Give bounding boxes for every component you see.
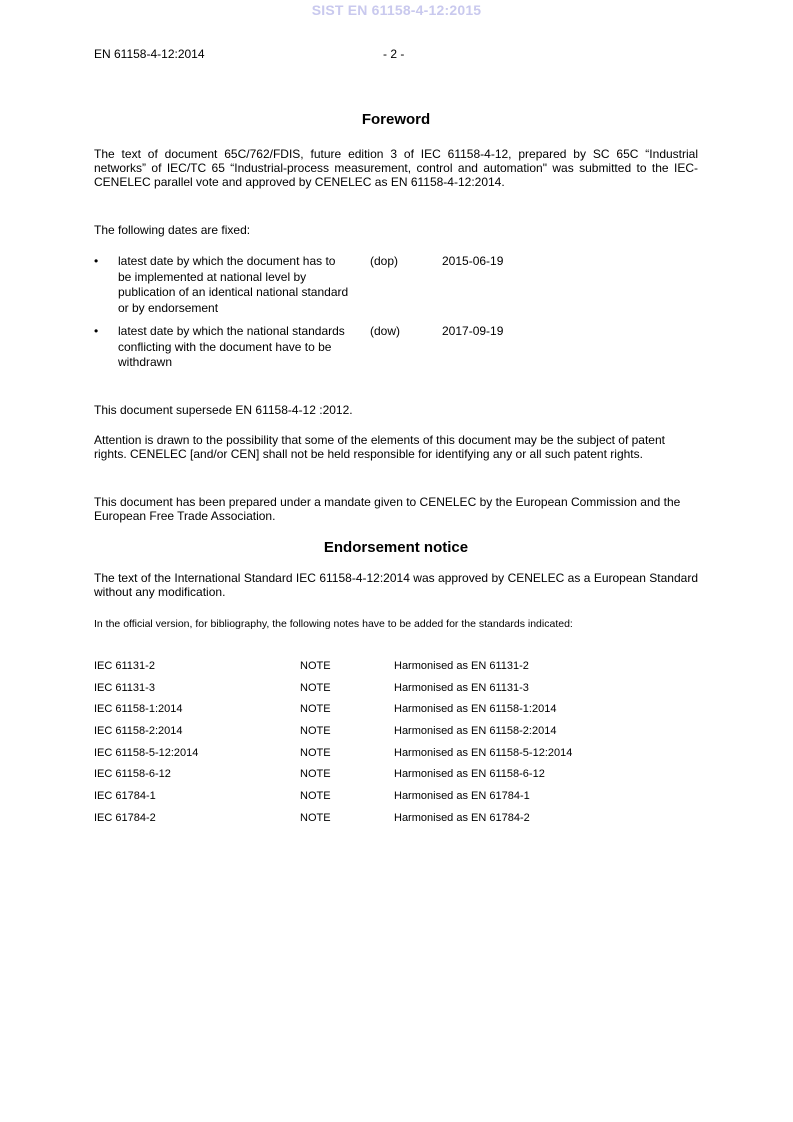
note-label: NOTE [300, 681, 331, 694]
note-text: Harmonised as EN 61131-3 [394, 681, 529, 694]
note-row [94, 703, 698, 725]
note-text: Harmonised as EN 61131-2 [394, 660, 529, 672]
date-entry-code: (dow) [370, 324, 401, 338]
note-row [94, 768, 698, 790]
endorsement-paragraph: The text of the International Standard IEC 61158-4-12:2014 was approved by CENELEC as a European Standard without any modification. [94, 571, 698, 599]
supersede-paragraph: This document supersede EN 61158-4-12 :2012. [94, 403, 353, 417]
note-label: NOTE [300, 725, 331, 738]
note-row [94, 790, 698, 812]
note-text: Harmonised as EN 61158-5-12:2014 [394, 746, 573, 759]
note-row [94, 660, 698, 682]
note-standard: IEC 61131-2 [94, 660, 155, 672]
header-doc-id: EN 61158-4-12:2014 [94, 47, 205, 61]
mandate-paragraph: This document has been prepared under a mandate given to CENELEC by the European Commission and the European Free Trade Association. [94, 495, 681, 523]
date-entry-description: latest date by which the document has to be implemented at national level by publication of an identical national standard or by endorsement [118, 254, 349, 315]
date-entry-date: 2015-06-19 [442, 254, 504, 268]
note-standard: IEC 61784-1 [94, 790, 156, 803]
date-entry-date: 2017-09-19 [442, 324, 504, 338]
watermark-text: SIST EN 61158-4-12:2015 [311, 2, 482, 18]
endorsement-heading: Endorsement notice [323, 539, 469, 556]
note-standard: IEC 61158-5-12:2014 [94, 746, 199, 759]
note-row [94, 725, 698, 747]
note-standard: IEC 61158-6-12 [94, 768, 171, 781]
note-standard: IEC 61131-3 [94, 681, 155, 694]
note-label: NOTE [300, 703, 331, 716]
note-standard: IEC 61158-1:2014 [94, 703, 183, 716]
patent-paragraph: Attention is drawn to the possibility that some of the elements of this document may be the subject of patent rights. CENELEC [and/or CEN] shall not be held responsible for identifying any or all such patent rights. [94, 433, 665, 461]
note-text: Harmonised as EN 61158-1:2014 [394, 703, 557, 716]
bullet-icon: • [94, 254, 99, 268]
note-label: NOTE [300, 746, 331, 759]
bibliography-notes-list [94, 660, 698, 834]
foreword-intro-paragraph: The text of document 65C/762/FDIS, future edition 3 of IEC 61158-4-12, prepared by SC 65C “Industrial networks” of IEC/TC 65 “Industrial-process measurement, control and automation" was submitted to the IEC-CENELEC parallel vote and approved by CENELEC as EN 61158-4-12:2014. [94, 147, 698, 189]
date-entry-code: (dop) [370, 254, 399, 268]
note-text: Harmonised as EN 61784-2 [394, 811, 530, 824]
header-page-number: - 2 - [383, 47, 405, 61]
note-standard: IEC 61784-2 [94, 811, 156, 824]
foreword-heading: Foreword [361, 111, 431, 128]
note-text: Harmonised as EN 61784-1 [394, 790, 530, 803]
note-row [94, 747, 698, 769]
date-entry-description: latest date by which the national standards conflicting with the document have to be withdrawn [118, 324, 345, 369]
note-row [94, 812, 698, 834]
note-label: NOTE [300, 790, 331, 803]
bibliography-intro: In the official version, for bibliography, the following notes have to be added for the standards indicated: [94, 618, 573, 630]
note-label: NOTE [300, 768, 331, 781]
note-text: Harmonised as EN 61158-2:2014 [394, 725, 557, 738]
bullet-icon: • [94, 324, 99, 338]
note-label: NOTE [300, 811, 331, 824]
note-label: NOTE [300, 660, 331, 672]
note-standard: IEC 61158-2:2014 [94, 725, 183, 738]
dates-intro: The following dates are fixed: [94, 223, 251, 237]
note-text: Harmonised as EN 61158-6-12 [394, 768, 545, 781]
note-row [94, 682, 698, 704]
